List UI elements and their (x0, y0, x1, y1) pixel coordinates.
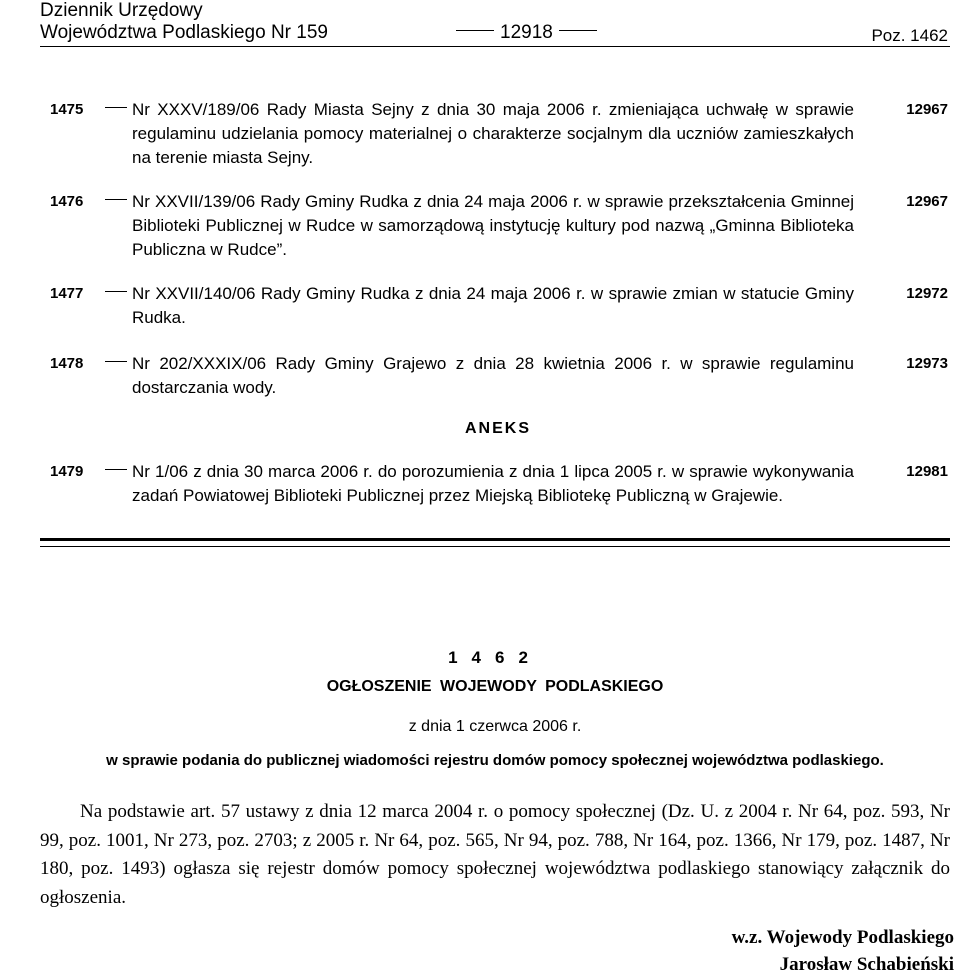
journal-title: Dziennik Urzędowy (40, 0, 203, 21)
section-divider-thin (40, 546, 950, 547)
entry-page: 12967 (906, 193, 948, 210)
position-number: Poz. 1462 (871, 26, 948, 45)
entry-text: Nr XXVII/140/06 Rady Gminy Rudka z dnia 24 maja 2006 r. w sprawie zmian w statucie Gminy Rudka. (132, 284, 854, 327)
entry-number: 1479 (50, 463, 84, 480)
entry-text: Nr XXXV/189/06 Rady Miasta Sejny z dnia 30 maja 2006 r. zmieniająca uchwałę w sprawie regulaminu udzielania pomocy materialnej o charakterze socjalnym dla uczniów zamieszkałych na terenie miasta Sejny. (132, 100, 854, 167)
entry-dash (105, 361, 127, 362)
entry-page: 12981 (906, 463, 948, 480)
announcement-number: 1462 (448, 648, 542, 667)
journal-issue: Województwa Podlaskiego Nr 159 (40, 22, 328, 43)
entry-number: 1478 (50, 355, 84, 372)
announcement-body: Na podstawie art. 57 ustawy z dnia 12 marca 2004 r. o pomocy społecznej (Dz. U. z 2004 r. Nr 64, poz. 593, Nr 99, poz. 1001, Nr 273, poz. 2703; z 2005 r. Nr 64, poz. 565, Nr 94, poz. 788, Nr 164, poz. 1366, Nr 179, poz. 1487, Nr 180, poz. 1493) ogłasza się rejestr domów pomocy społecznej województwa podlaskiego stanowiący załącznik do ogłoszenia. (40, 801, 950, 908)
announcement-title: OGŁOSZENIE WOJEWODY PODLASKIEGO (326, 678, 664, 695)
entry-page: 12967 (906, 101, 948, 118)
dash-right (559, 30, 597, 31)
entry-number: 1477 (50, 285, 84, 302)
signature-name: Jarosław Schabieński (779, 954, 954, 975)
page-number-text: 12918 (500, 22, 553, 43)
entry-page: 12973 (906, 355, 948, 372)
announcement-subject: w sprawie podania do publicznej wiadomości rejestru domów pomocy społecznej województwa podlaskiego. (106, 752, 884, 769)
aneks-heading: ANEKS (464, 420, 531, 437)
entry-dash (105, 107, 127, 108)
dash-left (456, 30, 494, 31)
entry-dash (105, 199, 127, 200)
entry-number: 1476 (50, 193, 84, 210)
section-divider-thick (40, 538, 950, 541)
page-number (450, 22, 603, 44)
entry-text: Nr XXVII/139/06 Rady Gminy Rudka z dnia 24 maja 2006 r. w sprawie przekształcenia Gminnej Biblioteki Publicznej w Rudce w samorządową instytucję kultury pod nazwą „Gminna Biblioteka Publiczna w Rudce”. (132, 192, 854, 259)
header-rule (40, 46, 950, 47)
entry-dash (105, 469, 127, 470)
entry-number: 1475 (50, 101, 84, 118)
entry-dash (105, 291, 127, 292)
entry-page: 12972 (906, 285, 948, 302)
announcement-date: z dnia 1 czerwca 2006 r. (408, 718, 582, 735)
entry-text: Nr 1/06 z dnia 30 marca 2006 r. do porozumienia z dnia 1 lipca 2005 r. w sprawie wykonywania zadań Powiatowej Biblioteki Publicznej przez Miejską Bibliotekę Publiczną w Grajewie. (132, 462, 854, 505)
entry-text: Nr 202/XXXIX/06 Rady Gminy Grajewo z dnia 28 kwietnia 2006 r. w sprawie regulaminu dostarczania wody. (132, 354, 854, 397)
signature-title: w.z. Wojewody Podlaskiego (731, 927, 954, 948)
